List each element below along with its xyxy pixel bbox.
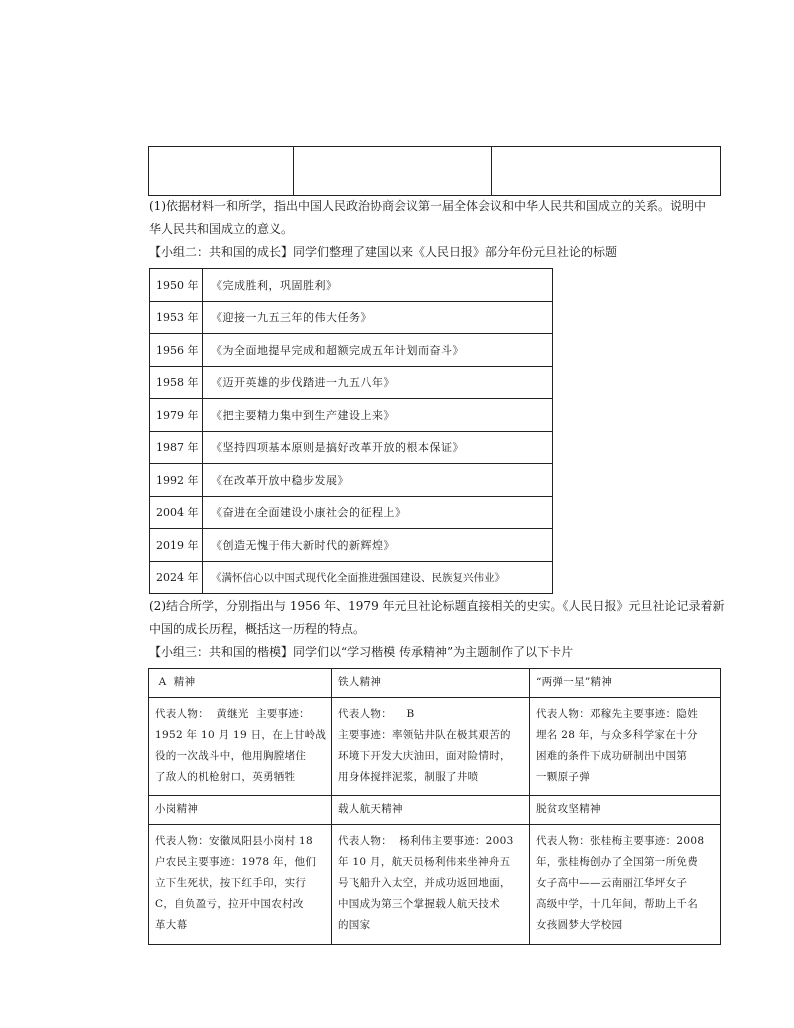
- title-cell: 《创造无愧于伟大新时代的新辉煌》: [203, 529, 553, 562]
- card-text-line: 用身体搅拌泥浆，制服了井喷: [338, 771, 479, 783]
- title-cell: 《满怀信心以中国式现代化全面推进强国建设、民族复兴伟业》: [203, 561, 553, 594]
- title-cell: 《坚持四项基本原则是搞好改革开放的根本保证》: [203, 431, 553, 464]
- table-cell: [492, 147, 721, 196]
- title-cell: 《迎接一九五三年的伟大任务》: [203, 301, 553, 334]
- role-model-cards-table: [148, 668, 721, 945]
- card-text-line: 代表人物：张桂梅主要事迹：2008: [536, 835, 705, 847]
- card-text-line: 代表人物： B: [338, 708, 415, 720]
- title-cell: 《把主要精力集中到生产建设上来》: [203, 399, 553, 432]
- card-text-line: 立下生死状，按下红手印，实行: [155, 877, 307, 889]
- card-text-line: 高级中学，十几年间，帮助上千名: [536, 898, 698, 910]
- card-text-line: 代表人物： 杨利伟主要事迹：2003: [338, 835, 514, 847]
- year-cell: 1958 年: [150, 366, 203, 399]
- card-text-line: 代表人物：邓稼先主要事迹：隐姓: [536, 708, 698, 720]
- card-text-line: 了敌人的机枪射口，英勇牺牲: [155, 771, 296, 783]
- card-text-line: 女孩圆梦大学校园: [536, 919, 623, 931]
- question-1-line-2: 华人民共和国成立的意义。: [149, 222, 294, 236]
- table-row: [150, 464, 553, 497]
- table-header-row: [149, 669, 721, 698]
- card-header-a-spirit: A 精神: [149, 669, 332, 698]
- year-cell: 1950 年: [150, 269, 203, 302]
- card-iron-man: [332, 698, 530, 796]
- table-row: [149, 825, 721, 945]
- question-2-line-1: (2)结合所学，分别指出与 1956 年、1979 年元旦社论标题直接相关的史实。《人民日报》元旦社论记录着新: [149, 599, 725, 613]
- card-text-line: 号飞船升入太空，并成功返回地面，: [338, 877, 511, 889]
- title-cell: 《在改革开放中稳步发展》: [203, 464, 553, 497]
- table-row: [150, 334, 553, 367]
- card-text-line: 困难的条件下成功研制出中国第: [536, 750, 688, 762]
- card-deng-jiaxian: [530, 698, 721, 796]
- card-zhang-guimei: [530, 825, 721, 945]
- year-cell: 1956 年: [150, 334, 203, 367]
- card-text-line: 户农民主要事迹：1978 年，他们: [155, 856, 317, 868]
- card-text-line: 代表人物： 黄继光 主要事迹：: [155, 708, 310, 720]
- table-row: [150, 399, 553, 432]
- group-3-heading: 【小组三：共和国的楷模】同学们以“学习楷模 传承精神”为主题制作了以下卡片: [149, 645, 574, 659]
- card-text-line: 女子高中——云南丽江华坪女子: [536, 877, 688, 889]
- table-row: [150, 431, 553, 464]
- table-row: [150, 366, 553, 399]
- year-cell: 2019 年: [150, 529, 203, 562]
- card-text-line: 环境下开发大庆油田，面对险情时，: [338, 750, 511, 762]
- card-text-line: 代表人物：安徽凤阳县小岗村 18: [155, 835, 313, 847]
- question-1-line-1: (1)依据材料一和所学，指出中国人民政治协商会议第一届全体会议和中华人民共和国成立的关系。说明中: [149, 199, 707, 213]
- card-text-line: 役的一次战斗中，他用胸膛堵住: [155, 750, 307, 762]
- card-text-line: 埋名 28 年，与众多科学家在十分: [536, 729, 698, 741]
- table-row: [150, 561, 553, 594]
- table-cell: [294, 147, 492, 196]
- card-text-line: C，自负盈亏，拉开中国农村改: [155, 898, 304, 910]
- table-row: [150, 496, 553, 529]
- table-row: [149, 147, 721, 196]
- table-row: [150, 269, 553, 302]
- card-header-xiaogang-spirit: 小岗精神: [149, 796, 332, 825]
- card-text-line: 年，张桂梅创办了全国第一所免费: [536, 856, 698, 868]
- table-header-row: [149, 796, 721, 825]
- year-cell: 2004 年: [150, 496, 203, 529]
- table-cell: [149, 147, 294, 196]
- card-text-line: 主要事迹：率领钻井队在极其艰苦的: [338, 729, 511, 741]
- title-cell: 《为全面地提早完成和超额完成五年计划而奋斗》: [203, 334, 553, 367]
- year-cell: 1992 年: [150, 464, 203, 497]
- title-cell: 《迈开英雄的步伐踏进一九五八年》: [203, 366, 553, 399]
- title-cell: 《完成胜利，巩固胜利》: [203, 269, 553, 302]
- table-row: [149, 698, 721, 796]
- card-text-line: 1952 年 10 月 19 日，在上甘岭战: [155, 729, 327, 741]
- card-huang-jiguang: [149, 698, 332, 796]
- card-text-line: 中国成为第三个掌握载人航天技术: [338, 898, 500, 910]
- card-text-line: 革大幕: [155, 919, 188, 931]
- title-cell: 《奋进在全面建设小康社会的征程上》: [203, 496, 553, 529]
- table-row: [150, 301, 553, 334]
- card-header-poverty-alleviation-spirit: 脱贫攻坚精神: [530, 796, 721, 825]
- card-text-line: 年 10 月，航天员杨利伟来坐神舟五: [338, 856, 511, 868]
- table-row: [150, 529, 553, 562]
- year-cell: 1987 年: [150, 431, 203, 464]
- card-text-line: 一颗原子弹: [536, 771, 590, 783]
- year-cell: 2024 年: [150, 561, 203, 594]
- card-xiaogang-village: [149, 825, 332, 945]
- editorial-titles-table: [149, 268, 553, 594]
- top-empty-table: [148, 146, 721, 196]
- card-header-two-bombs-one-satellite: “两弹一星”精神: [530, 669, 721, 698]
- card-text-line: 的国家: [338, 919, 371, 931]
- year-cell: 1953 年: [150, 301, 203, 334]
- card-yang-liwei: [332, 825, 530, 945]
- card-header-manned-spaceflight-spirit: 载人航天精神: [332, 796, 530, 825]
- card-header-iron-man-spirit: 铁人精神: [332, 669, 530, 698]
- group-2-heading: 【小组二：共和国的成长】同学们整理了建国以来《人民日报》部分年份元旦社论的标题: [149, 245, 618, 259]
- year-cell: 1979 年: [150, 399, 203, 432]
- question-2-line-2: 中国的成长历程，概括这一历程的特点。: [149, 622, 366, 636]
